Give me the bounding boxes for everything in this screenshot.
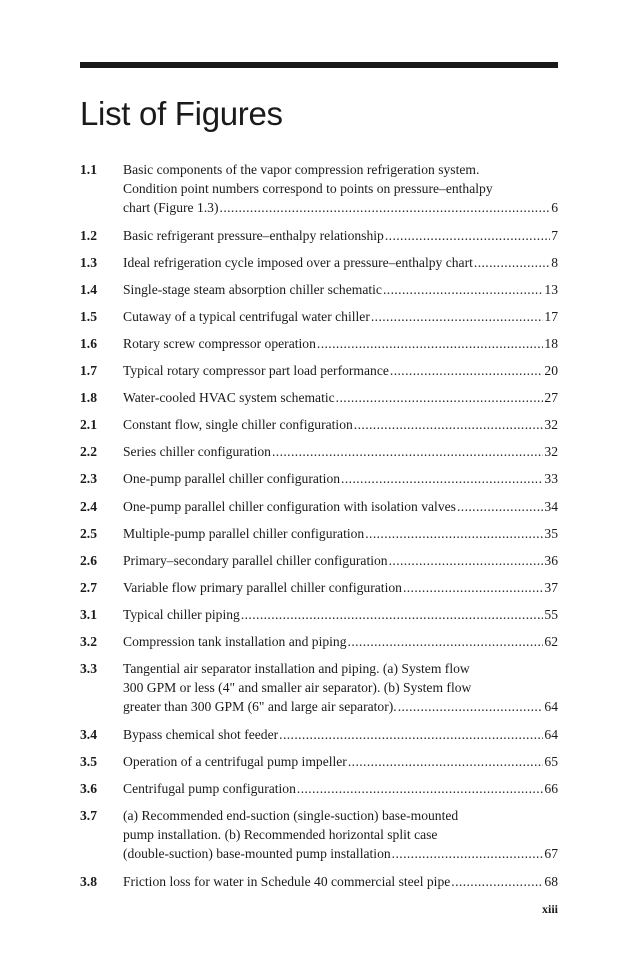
figure-page-number: 64	[544, 726, 558, 742]
caption-final-line	[123, 415, 558, 434]
caption-final-line	[123, 779, 558, 798]
caption-final-line	[123, 280, 558, 299]
figure-entry[interactable]	[80, 524, 558, 543]
figure-page-number: 18	[544, 335, 558, 351]
figure-page-number: 37	[544, 579, 558, 595]
caption-text: Centrifugal pump configuration	[123, 780, 296, 796]
figure-page-number: 35	[544, 525, 558, 541]
figure-page-number: 34	[544, 498, 558, 514]
figure-caption	[123, 226, 558, 245]
figure-caption	[123, 659, 558, 716]
figure-caption	[123, 551, 558, 570]
dot-leader	[392, 844, 544, 863]
figure-number: 3.7	[80, 807, 97, 823]
caption-final-line	[123, 253, 558, 272]
caption-final-line	[123, 844, 558, 863]
page-title: List of Figures	[80, 95, 283, 132]
top-rule	[80, 62, 558, 68]
figure-number: 3.1	[80, 606, 97, 622]
figure-entry[interactable]	[80, 752, 558, 771]
figure-caption	[123, 752, 558, 771]
figure-entry[interactable]	[80, 442, 558, 461]
figure-page-number: 32	[544, 417, 558, 433]
caption-text: Compression tank installation and piping	[123, 634, 347, 649]
figure-entry[interactable]	[80, 469, 558, 488]
figure-caption	[123, 872, 558, 891]
figure-number: 1.6	[80, 335, 97, 351]
caption-text: Friction loss for water in Schedule 40 commercial steel pipe	[123, 873, 451, 889]
figure-number: 3.3	[80, 661, 97, 677]
caption-final-line	[123, 605, 558, 624]
figure-caption	[123, 497, 558, 516]
dot-leader	[354, 415, 544, 434]
caption-final-line	[123, 469, 558, 488]
figure-entry[interactable]	[80, 659, 558, 716]
caption-text: Operation of a centrifugal pump impeller	[123, 753, 347, 769]
dot-leader	[474, 253, 550, 272]
figure-number: 1.5	[80, 308, 97, 324]
figure-entry[interactable]	[80, 725, 558, 744]
caption-text: One-pump parallel chiller configuration	[123, 471, 341, 487]
caption-text: Ideal refrigeration cycle imposed over a pressure–enthalpy chart	[123, 254, 473, 270]
figure-caption	[123, 415, 558, 434]
figure-number: 2.2	[80, 444, 97, 460]
caption-text: Primary–secondary parallel chiller configuration	[123, 552, 388, 568]
figure-entry[interactable]	[80, 253, 558, 272]
caption-line: 300 GPM or less (4" and smaller air separator). (b) System flow	[123, 680, 472, 696]
figure-caption	[123, 361, 558, 380]
figure-entry[interactable]	[80, 806, 558, 863]
dot-leader	[389, 551, 544, 570]
dot-leader	[383, 280, 543, 299]
figure-entry[interactable]	[80, 551, 558, 570]
figure-page-number: 64	[544, 699, 558, 715]
figure-list	[80, 160, 558, 899]
figure-entry[interactable]	[80, 160, 558, 217]
caption-text: Bypass chemical shot feeder	[123, 726, 279, 742]
figure-entry[interactable]	[80, 632, 558, 651]
dot-leader	[451, 872, 543, 891]
figure-number: 2.6	[80, 552, 97, 568]
dot-leader	[457, 497, 543, 516]
figure-caption	[123, 524, 558, 543]
caption-text: Rotary screw compressor operation	[123, 335, 316, 351]
figure-entry[interactable]	[80, 388, 558, 407]
figure-entry[interactable]	[80, 578, 558, 597]
figure-caption	[123, 806, 558, 863]
caption-text: Typical rotary compressor part load performance	[123, 363, 389, 379]
figure-caption	[123, 307, 558, 326]
figure-number: 3.2	[80, 634, 97, 649]
dot-leader	[385, 226, 550, 245]
dot-leader	[317, 334, 544, 353]
dot-leader	[272, 442, 543, 461]
figure-number: 1.2	[80, 227, 97, 243]
figure-number: 2.1	[80, 417, 97, 433]
dot-leader	[348, 752, 544, 771]
figure-number: 1.4	[80, 281, 97, 297]
caption-text: Series chiller configuration	[123, 444, 271, 460]
caption-text: Basic refrigerant pressure–enthalpy relationship	[123, 227, 384, 243]
caption-final-line	[123, 697, 558, 716]
figure-number: 1.3	[80, 254, 97, 270]
caption-line: Basic components of the vapor compression refrigeration system.	[123, 162, 480, 177]
figure-number: 2.5	[80, 525, 97, 541]
figure-entry[interactable]	[80, 226, 558, 245]
figure-number: 2.3	[80, 471, 97, 487]
caption-line: Condition point numbers correspond to points on pressure–enthalpy	[123, 181, 493, 196]
dot-leader	[341, 469, 543, 488]
caption-text: Water-cooled HVAC system schematic	[123, 390, 335, 406]
caption-final-line	[123, 524, 558, 543]
figure-number: 3.8	[80, 873, 97, 889]
figure-page-number: 8	[551, 254, 558, 270]
figure-page-number: 20	[544, 363, 558, 379]
caption-line: (a) Recommended end-suction (single-suction) base-mounted	[123, 807, 459, 823]
caption-final-line	[123, 551, 558, 570]
caption-text: Variable flow primary parallel chiller configuration	[123, 579, 402, 595]
figure-page-number: 13	[544, 281, 558, 297]
caption-final-line	[123, 752, 558, 771]
figure-page-number: 7	[551, 227, 558, 243]
caption-final-line	[123, 388, 558, 407]
dot-leader	[220, 198, 551, 217]
caption-final-line	[123, 725, 558, 744]
figure-number: 2.4	[80, 498, 97, 514]
figure-entry[interactable]	[80, 361, 558, 380]
figure-caption	[123, 605, 558, 624]
figure-page-number: 27	[544, 390, 558, 406]
figure-caption	[123, 725, 558, 744]
figure-number: 1.1	[80, 162, 97, 177]
caption-final-line	[123, 361, 558, 380]
figure-caption	[123, 779, 558, 798]
figure-page-number: 67	[544, 845, 558, 861]
figure-caption	[123, 632, 558, 651]
figure-number: 1.8	[80, 390, 97, 406]
figure-page-number: 62	[544, 634, 558, 649]
figure-entry[interactable]	[80, 334, 558, 353]
figure-page-number: 66	[544, 780, 558, 796]
dot-leader	[403, 578, 543, 597]
figure-caption	[123, 160, 558, 217]
figure-entry[interactable]	[80, 280, 558, 299]
caption-final-line	[123, 632, 558, 651]
caption-text: greater than 300 GPM (6" and large air separator).	[123, 699, 397, 715]
figure-entry[interactable]	[80, 415, 558, 434]
figure-number: 3.4	[80, 726, 97, 742]
dot-leader	[398, 697, 544, 716]
figure-page-number: 36	[544, 552, 558, 568]
figure-caption	[123, 388, 558, 407]
dot-leader	[336, 388, 544, 407]
dot-leader	[241, 605, 544, 624]
dot-leader	[297, 779, 544, 798]
caption-line: Tangential air separator installation and piping. (a) System flow	[123, 661, 470, 677]
caption-line: pump installation. (b) Recommended horizontal split case	[123, 826, 438, 842]
figure-number: 1.7	[80, 363, 97, 379]
dot-leader	[279, 725, 543, 744]
dot-leader	[348, 632, 544, 651]
figure-page-number: 17	[544, 308, 558, 324]
figure-entry[interactable]	[80, 497, 558, 516]
figure-entry[interactable]	[80, 307, 558, 326]
dot-leader	[365, 524, 543, 543]
dot-leader	[371, 307, 544, 326]
caption-text: Typical chiller piping	[123, 606, 240, 622]
figure-page-number: 33	[544, 471, 558, 487]
caption-final-line	[123, 226, 558, 245]
figure-caption	[123, 469, 558, 488]
figure-caption	[123, 334, 558, 353]
caption-final-line	[123, 198, 558, 217]
caption-text: Single-stage steam absorption chiller schematic	[123, 281, 382, 297]
caption-final-line	[123, 334, 558, 353]
figure-number: 2.7	[80, 579, 97, 595]
page-number: xiii	[541, 902, 558, 916]
figure-entry[interactable]	[80, 605, 558, 624]
figure-page-number: 68	[544, 873, 558, 889]
caption-final-line	[123, 307, 558, 326]
caption-final-line	[123, 497, 558, 516]
figure-page-number: 65	[544, 753, 558, 769]
figure-entry[interactable]	[80, 779, 558, 798]
figure-caption	[123, 253, 558, 272]
figure-page-number: 6	[551, 200, 558, 215]
caption-final-line	[123, 872, 558, 891]
caption-final-line	[123, 442, 558, 461]
caption-text: One-pump parallel chiller configuration with isolation valves	[123, 498, 456, 514]
caption-text: Constant flow, single chiller configuration	[123, 417, 353, 433]
caption-text: Multiple-pump parallel chiller configuration	[123, 525, 365, 541]
figure-number: 3.6	[80, 780, 97, 796]
figure-caption	[123, 578, 558, 597]
caption-text: chart (Figure 1.3)	[123, 200, 219, 215]
figure-number: 3.5	[80, 753, 97, 769]
figure-page-number: 32	[544, 444, 558, 460]
figure-entry[interactable]	[80, 872, 558, 891]
figure-page-number: 55	[544, 606, 558, 622]
caption-final-line	[123, 578, 558, 597]
figure-caption	[123, 442, 558, 461]
caption-text: Cutaway of a typical centrifugal water chiller	[123, 308, 370, 324]
dot-leader	[390, 361, 544, 380]
figure-caption	[123, 280, 558, 299]
caption-text: (double-suction) base-mounted pump installation	[123, 845, 391, 861]
